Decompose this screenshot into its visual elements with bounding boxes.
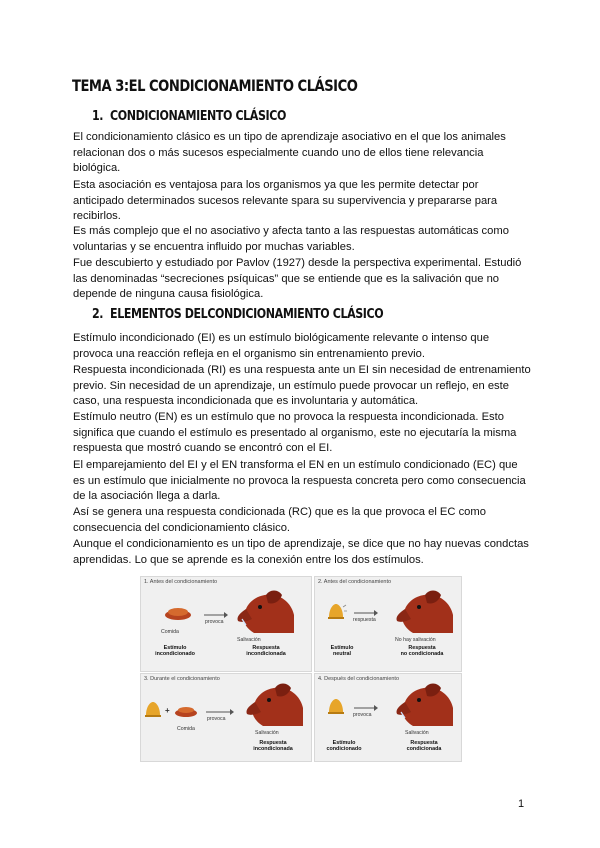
figure-panel-3 xyxy=(140,673,312,762)
page-title: TEMA 3:EL CONDICIONAMIENTO CLÁSICO xyxy=(72,76,358,95)
panel-4-title: 4. Después del condicionamiento xyxy=(318,676,400,682)
arrow-icon xyxy=(353,609,379,617)
dog-icon xyxy=(245,682,305,730)
arrow-icon xyxy=(205,708,235,716)
plus-icon: + xyxy=(165,706,170,715)
arrow-icon xyxy=(353,704,379,712)
figure-panel-1 xyxy=(140,576,312,672)
panel-3-response-label: Salivación xyxy=(255,730,279,736)
bell-icon xyxy=(325,601,347,623)
dog-icon xyxy=(395,682,455,730)
dog-icon xyxy=(236,587,296,637)
panel-2-response-label: No hay salivación xyxy=(395,637,436,643)
panel-4-left-caption: Estímulo condicionado xyxy=(326,740,362,753)
panel-1-response-label: Salivación xyxy=(237,637,261,643)
section-2-number: 2. xyxy=(92,306,104,322)
panel-2-arrow-label: respuesta xyxy=(353,617,376,623)
panel-4-response-label: Salivación xyxy=(405,730,429,736)
page-number: 1 xyxy=(518,798,525,810)
section-1-heading xyxy=(92,108,286,124)
figure-panel-4 xyxy=(314,673,462,762)
section-2-title: ELEMENTOS DELCONDICIONAMIENTO CLÁSICO xyxy=(110,306,384,322)
section-2-paragraph-1: Estímulo incondicionado (EI) es un estímulo biológicamente relevante o intenso que provoca una reacción refleja en el organismo sin entrenamiento previo. xyxy=(73,332,490,360)
section-2-paragraph-6: Aunque el condicionamiento es un tipo de aprendizaje, se dice que no hay nuevas condctas aprendidas. Lo que se aprende es la conexión entre los dos estímulos. xyxy=(73,538,529,566)
food-bowl-icon xyxy=(163,605,193,621)
bell-icon xyxy=(325,696,347,718)
conditioning-figure xyxy=(140,576,460,760)
section-2-paragraph-5: Así se genera una respuesta condicionada (RC) que es la que provoca el EC como consecuencia del condicionamiento clásico. xyxy=(73,506,486,534)
panel-1-arrow-label: provoca xyxy=(205,619,224,625)
panel-4-arrow-label: provoca xyxy=(353,712,372,718)
section-1-paragraph-2: Esta asociación es ventajosa para los organismos ya que les permite detectar por anticipado determinados sucesos relevante spara su supervivencia y prepararse para recibirlos. xyxy=(73,179,498,222)
panel-1-title: 1. Antes del condicionamiento xyxy=(144,579,218,585)
figure-panel-2 xyxy=(314,576,462,672)
section-2-paragraph-4: El emparejamiento del EI y el EN transforma el EN en un estímulo condicionado (EC) que es un estímulo que inicialmente no provoca la respuesta concreta pero como consecuencia de la asociación llega a darla. xyxy=(73,459,526,502)
panel-1-right-caption: Respuesta incondicionada xyxy=(246,645,286,658)
panel-2-title: 2. Antes del condicionamiento xyxy=(318,579,392,585)
section-1-title: CONDICIONAMIENTO CLÁSICO xyxy=(110,108,286,124)
section-2-paragraph-3: Estímulo neutro (EN) es un estímulo que no provoca la respuesta incondicionada. Esto significa que cuando el estímulo es presentado al organismo, este no ejecutaría la misma respuesta que mostró cuando se encontró con el EI. xyxy=(73,411,517,454)
panel-2-left-caption: Estímulo neutral xyxy=(330,645,354,658)
section-2-paragraph-2: Respuesta incondicionada (RI) es una respuesta ante un EI sin necesidad de entrenamiento previo. Sin necesidad de un aprendizaje, un estímulo puede provocar un reflejo, en este caso, una respuesta incondicionada que es involuntaria y automática. xyxy=(73,364,531,407)
panel-1-stimulus-label: Comida xyxy=(161,629,179,635)
section-1-paragraph-4: Fue descubierto y estudiado por Pavlov (1927) desde la perspectiva experimental. Estudió las denominadas “secreciones psíquicas” que se entiende que es la salivación que no depende de ninguna causa fisiológica. xyxy=(73,257,522,300)
section-2-heading xyxy=(92,306,383,322)
panel-3-right-caption: Respuesta incondicionada xyxy=(253,740,293,753)
panel-4-right-caption: Respuesta condicionada xyxy=(406,740,442,753)
food-bowl-icon xyxy=(173,704,199,718)
panel-1-left-caption: Estímulo incondicionado xyxy=(155,645,195,658)
section-1-paragraph-1: El condicionamiento clásico es un tipo de aprendizaje asociativo en el que los animales relacionan dos o más sucesos especialmente cuando uno de ellos tiene relevancia biológica. xyxy=(73,131,506,174)
panel-2-right-caption: Respuesta no condicionada xyxy=(400,645,444,658)
panel-3-title: 3. Durante el condicionamiento xyxy=(144,676,220,682)
panel-3-stimulus-label: Comida xyxy=(177,726,195,732)
dog-icon xyxy=(395,587,455,637)
section-1-number: 1. xyxy=(92,108,104,124)
section-1-paragraph-3: Es más complejo que el no asociativo y afecta tanto a las respuestas automáticas como voluntarias y se encuentra influido por muchas variables. xyxy=(73,225,509,253)
bell-icon xyxy=(143,700,163,720)
arrow-icon xyxy=(203,611,229,619)
panel-3-arrow-label: provoca xyxy=(207,716,226,722)
